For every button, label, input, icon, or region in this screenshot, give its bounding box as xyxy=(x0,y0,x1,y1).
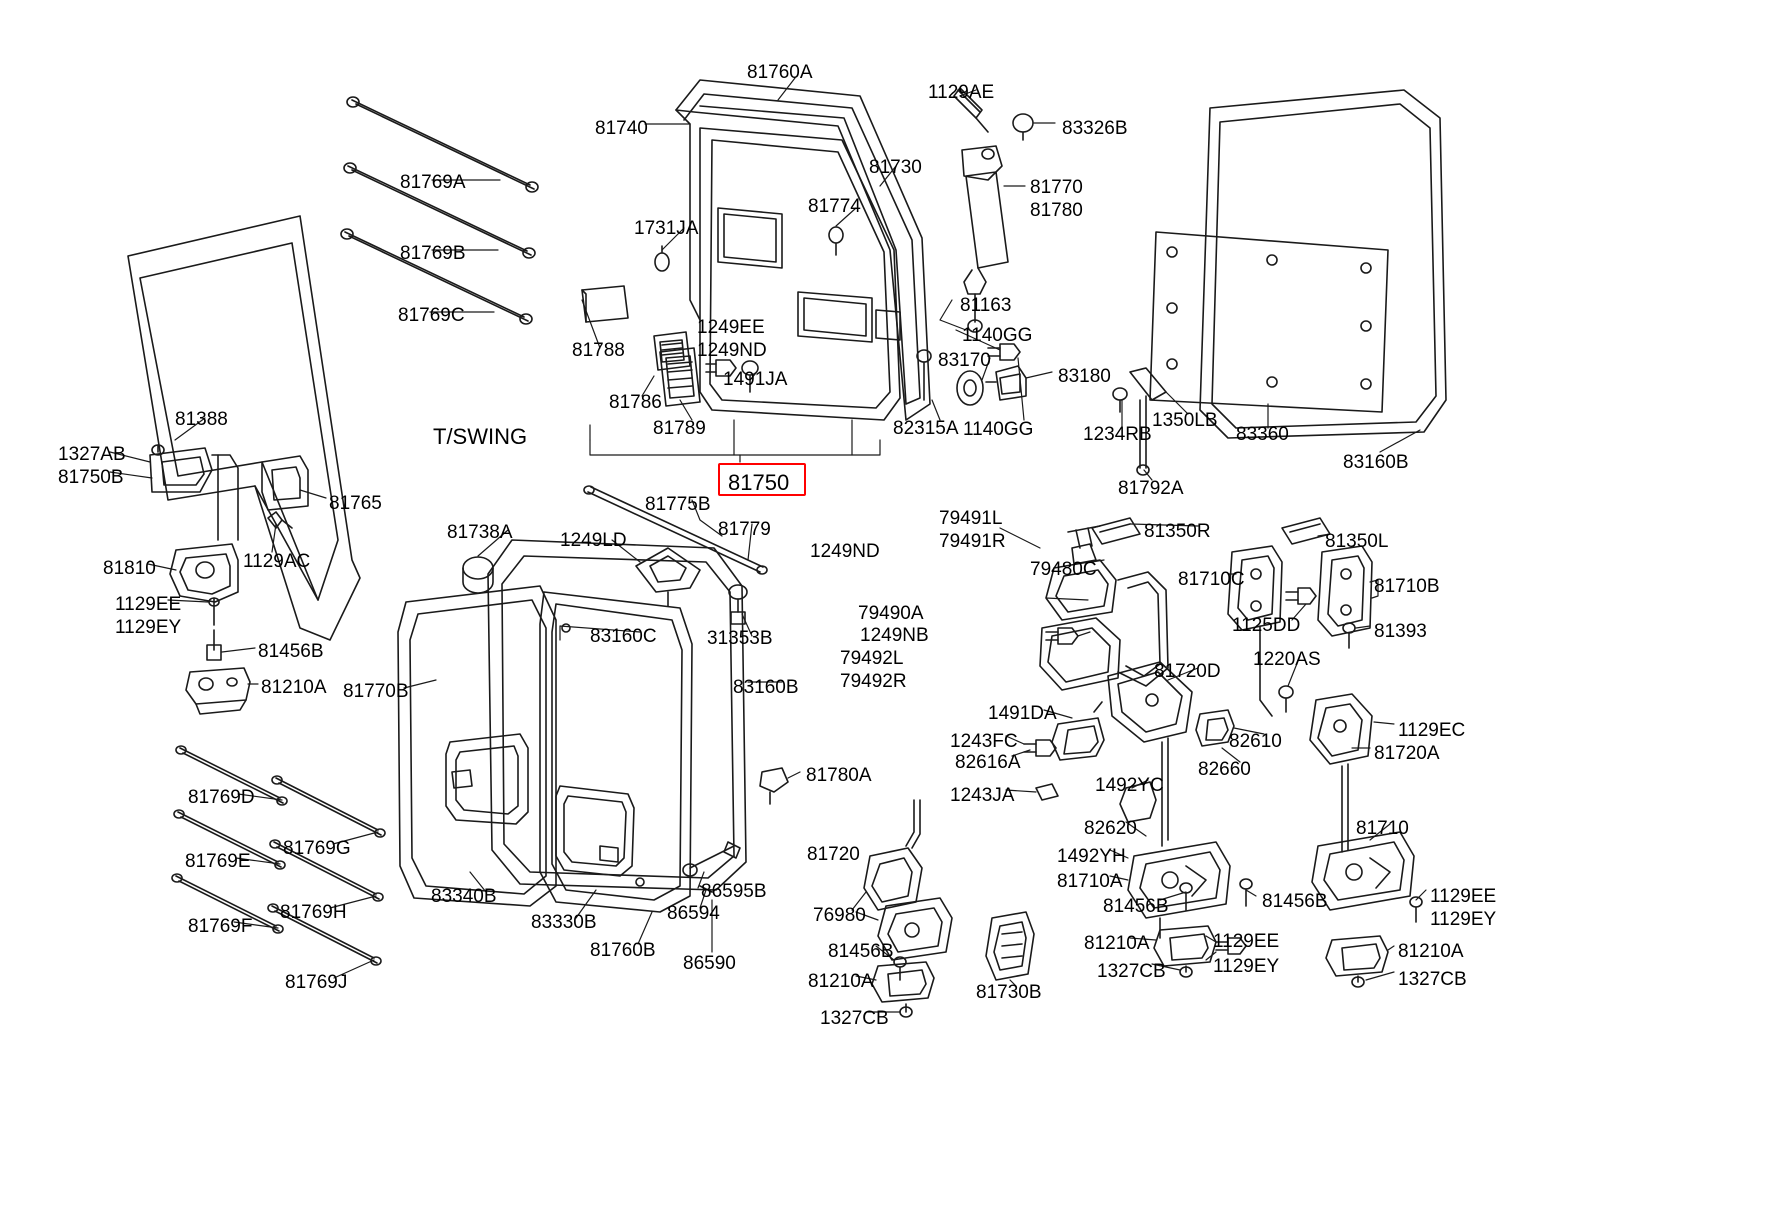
part-label-81393: 81393 xyxy=(1374,621,1427,642)
part-label-81750b: 81750B xyxy=(58,467,124,488)
part-label-81456b: 81456B xyxy=(1262,891,1328,912)
part-label-1731ja: 1731JA xyxy=(634,218,699,239)
part-label-81456b: 81456B xyxy=(258,641,324,662)
part-label-1129ae: 1129AE xyxy=(928,82,995,103)
part-label-83160b: 83160B xyxy=(733,677,799,698)
part-label-81788: 81788 xyxy=(572,340,625,361)
part-label-81760a: 81760A xyxy=(747,62,813,83)
part-label-81720a: 81720A xyxy=(1374,743,1440,764)
part-label-1492yc: 1492YC xyxy=(1095,775,1164,796)
part-label-83160c: 83160C xyxy=(590,626,657,647)
part-label-83340b: 83340B xyxy=(431,886,497,907)
part-label-82315a: 82315A xyxy=(893,418,959,439)
part-label-79491r: 79491R xyxy=(939,531,1006,552)
part-label-1129ee: 1129EE xyxy=(1213,931,1280,952)
part-label-1491ja: 1491JA xyxy=(723,369,788,390)
part-label-81770b: 81770B xyxy=(343,681,409,702)
part-label-81769g: 81769G xyxy=(283,838,351,859)
part-label-81710a: 81710A xyxy=(1057,871,1123,892)
part-label-81780a: 81780A xyxy=(806,765,872,786)
part-label-81720: 81720 xyxy=(807,844,860,865)
part-label-81210a: 81210A xyxy=(261,677,327,698)
part-label-81720d: 81720D xyxy=(1154,661,1221,682)
part-label-1140gg: 1140GG xyxy=(962,325,1033,346)
part-label-1125dd: 1125DD xyxy=(1232,615,1301,636)
part-label-1492yh: 1492YH xyxy=(1057,846,1126,867)
part-label-76980: 76980 xyxy=(813,905,866,926)
part-label-81738a: 81738A xyxy=(447,522,513,543)
part-label-83170: 83170 xyxy=(938,350,991,371)
part-label-81163: 81163 xyxy=(960,295,1012,316)
part-label-1129ey: 1129EY xyxy=(115,617,182,638)
part-label-82660: 82660 xyxy=(1198,759,1251,780)
part-label-1129ey: 1129EY xyxy=(1213,956,1280,977)
part-label-81769b: 81769B xyxy=(400,243,466,264)
part-label-82610: 82610 xyxy=(1229,731,1282,752)
part-label-83180: 83180 xyxy=(1058,366,1111,387)
part-label-1327cb: 1327CB xyxy=(1398,969,1467,990)
part-label-81786: 81786 xyxy=(609,392,662,413)
part-label-81792a: 81792A xyxy=(1118,478,1184,499)
part-label-81769h: 81769H xyxy=(280,902,347,923)
part-label-81769j: 81769J xyxy=(285,972,348,993)
part-label-81769a: 81769A xyxy=(400,172,466,193)
part-label-1327cb: 1327CB xyxy=(1097,961,1166,982)
part-label-1129ee: 1129EE xyxy=(115,594,182,615)
part-label-81769f: 81769F xyxy=(188,916,253,937)
part-label-79490a: 79490A xyxy=(858,603,924,624)
part-label-1129ac: 1129AC xyxy=(243,551,311,572)
part-label-81456b: 81456B xyxy=(1103,896,1169,917)
part-label-1249nd: 1249ND xyxy=(697,340,767,361)
part-label-81730b: 81730B xyxy=(976,982,1042,1003)
part-label-1234rb: 1234RB xyxy=(1083,424,1152,445)
part-label-81765: 81765 xyxy=(329,493,382,514)
part-label-1129ee: 1129EE xyxy=(1430,886,1497,907)
part-label-81760b: 81760B xyxy=(590,940,656,961)
part-label-1249nb: 1249NB xyxy=(860,625,929,646)
part-label-81210a: 81210A xyxy=(808,971,874,992)
part-label-81730: 81730 xyxy=(869,157,922,178)
part-label-81770: 81770 xyxy=(1030,177,1083,198)
part-label-1220as: 1220AS xyxy=(1253,649,1321,670)
part-label-81210a: 81210A xyxy=(1398,941,1464,962)
part-label-79480c: 79480C xyxy=(1030,559,1097,580)
part-label-83360: 83360 xyxy=(1236,424,1289,445)
part-label-1140gg: 1140GG xyxy=(963,419,1034,440)
part-label-81789: 81789 xyxy=(653,418,706,439)
part-label-81750: 81750 xyxy=(728,470,790,495)
part-label-1243ja: 1243JA xyxy=(950,785,1015,806)
part-label-86594: 86594 xyxy=(667,903,720,924)
part-label-81774: 81774 xyxy=(808,196,861,217)
part-label-81780: 81780 xyxy=(1030,200,1083,221)
part-label-t/swing: T/SWING xyxy=(433,424,528,449)
part-label-81769c: 81769C xyxy=(398,305,465,326)
part-label-83326b: 83326B xyxy=(1062,118,1128,139)
part-label-1129ey: 1129EY xyxy=(1430,909,1497,930)
part-label-86590: 86590 xyxy=(683,953,736,974)
part-label-81388: 81388 xyxy=(175,409,228,430)
part-label-81740: 81740 xyxy=(595,118,648,139)
part-label-81456b: 81456B xyxy=(828,941,894,962)
part-label-81710: 81710 xyxy=(1356,818,1409,839)
part-label-1129ec: 1129EC xyxy=(1398,720,1466,741)
part-label-1327cb: 1327CB xyxy=(820,1008,889,1029)
part-label-81810: 81810 xyxy=(103,558,156,579)
part-label-82620: 82620 xyxy=(1084,818,1137,839)
part-label-1249ee: 1249EE xyxy=(697,317,765,338)
part-label-79491l: 79491L xyxy=(939,508,1003,529)
part-label-82616a: 82616A xyxy=(955,752,1021,773)
part-label-81769d: 81769D xyxy=(188,787,255,808)
part-label-81350r: 81350R xyxy=(1144,521,1211,542)
part-label-79492l: 79492L xyxy=(840,648,904,669)
part-label-81710c: 81710C xyxy=(1178,569,1245,590)
part-label-83160b: 83160B xyxy=(1343,452,1409,473)
part-label-81710b: 81710B xyxy=(1374,576,1440,597)
part-label-1243fc: 1243FC xyxy=(950,731,1018,752)
part-label-81769e: 81769E xyxy=(185,851,251,872)
part-label-1249ld: 1249LD xyxy=(560,530,627,551)
part-label-31353b: 31353B xyxy=(707,628,773,649)
part-label-86595b: 86595B xyxy=(701,881,767,902)
part-label-1249nd: 1249ND xyxy=(810,541,880,562)
part-label-81775b: 81775B xyxy=(645,494,711,515)
part-label-81350l: 81350L xyxy=(1325,531,1389,552)
part-label-79492r: 79492R xyxy=(840,671,907,692)
part-label-81210a: 81210A xyxy=(1084,933,1150,954)
part-label-1491da: 1491DA xyxy=(988,703,1057,724)
part-label-1327ab: 1327AB xyxy=(58,444,126,465)
part-label-1350lb: 1350LB xyxy=(1152,410,1218,431)
part-label-81779: 81779 xyxy=(718,519,771,540)
part-label-83330b: 83330B xyxy=(531,912,597,933)
